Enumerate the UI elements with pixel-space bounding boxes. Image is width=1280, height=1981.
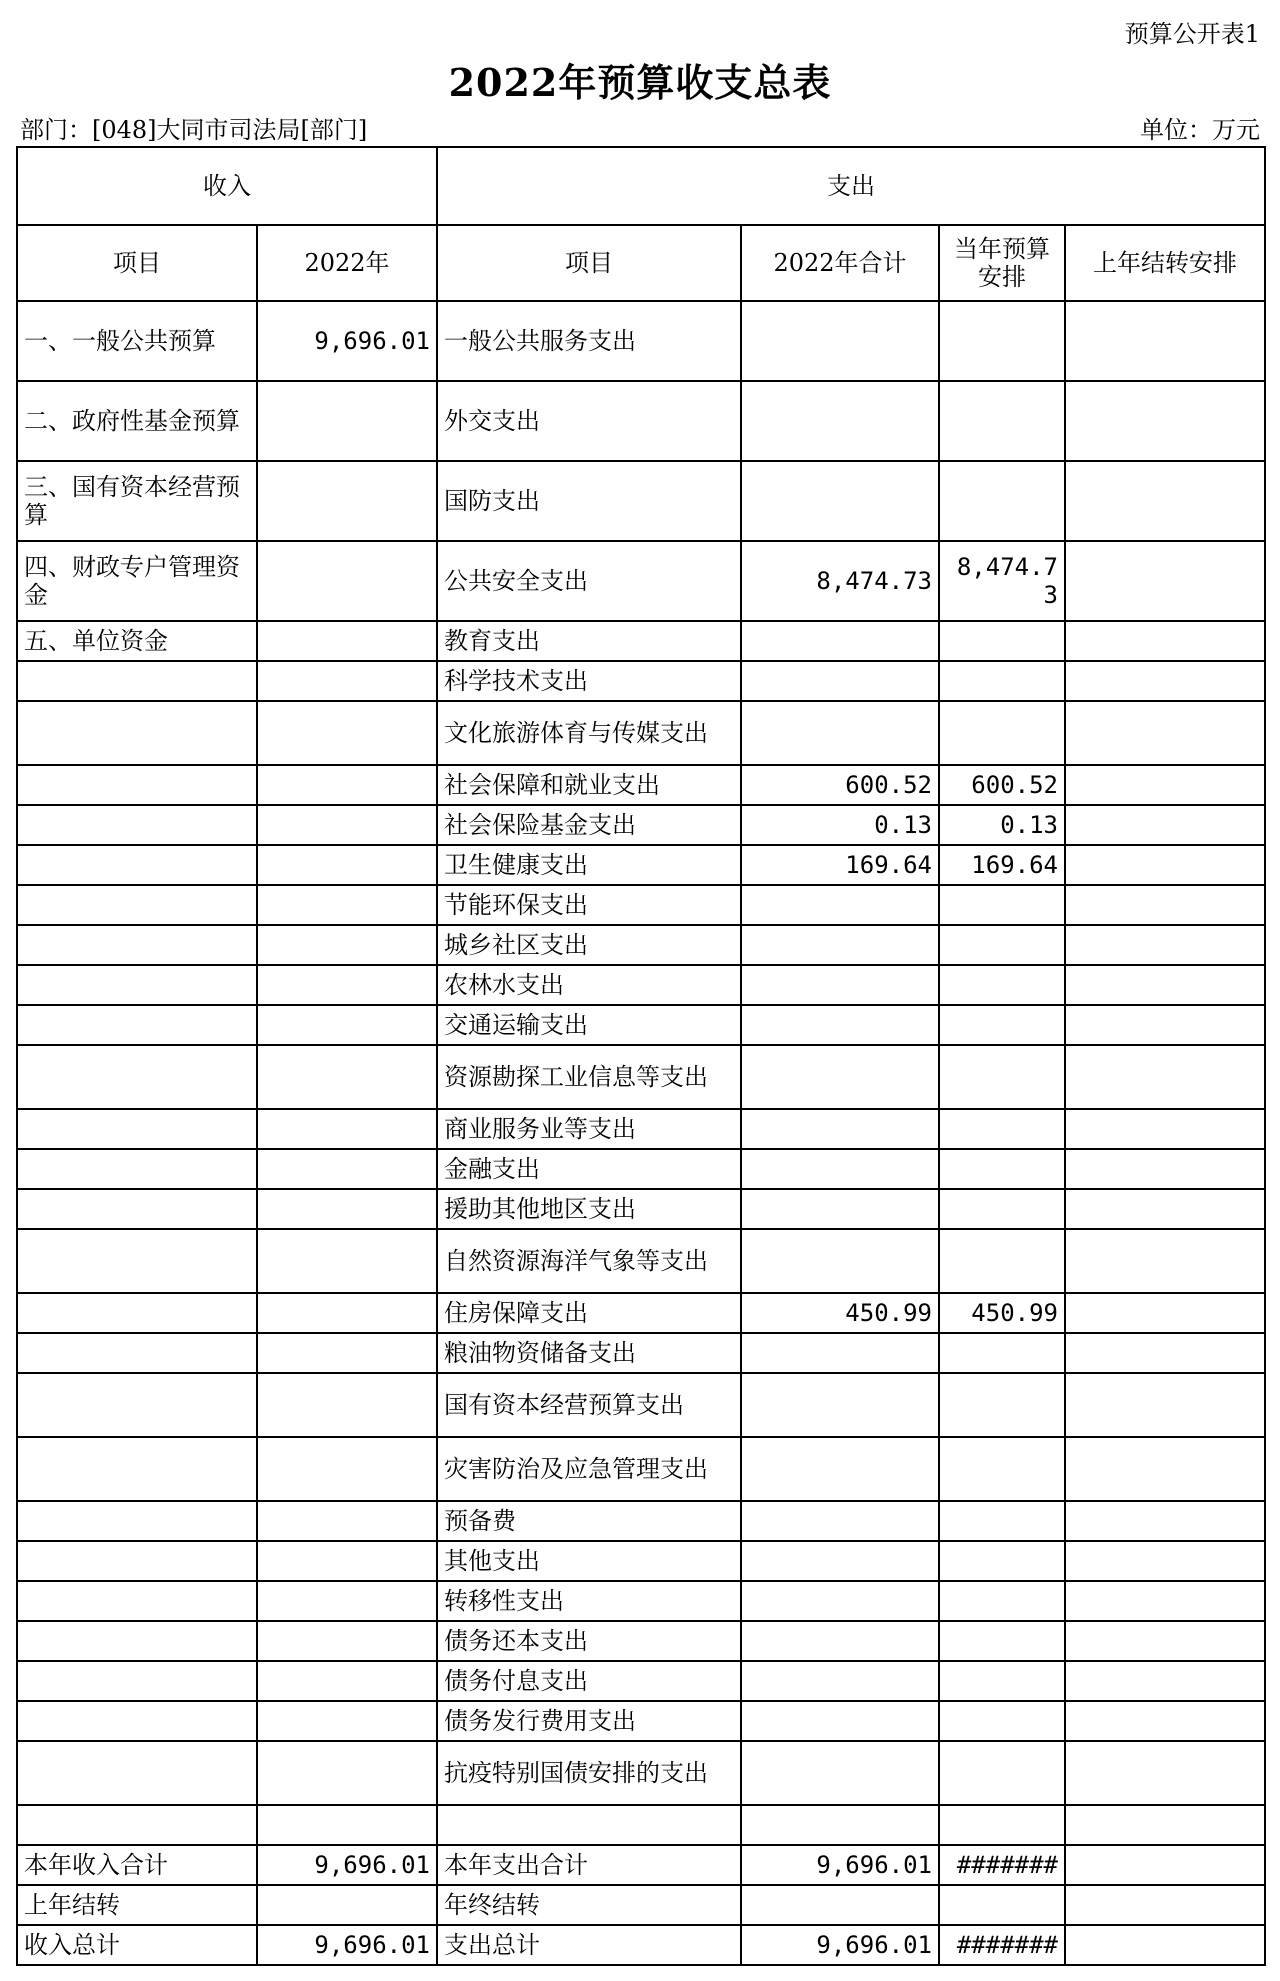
expense-current-cell	[939, 1701, 1065, 1741]
expense-item-cell: 文化旅游体育与传媒支出	[437, 701, 741, 765]
expense-total-cell	[741, 1501, 939, 1541]
expense-total-cell: 8,474.73	[741, 541, 939, 621]
income-value-cell	[257, 1333, 437, 1373]
income-item-cell	[17, 925, 257, 965]
expense-carry-cell	[1065, 1229, 1265, 1293]
income-value-cell	[257, 1885, 437, 1925]
income-item-cell	[17, 701, 257, 765]
expense-item-cell: 住房保障支出	[437, 1293, 741, 1333]
expense-current-cell	[939, 381, 1065, 461]
table-row	[17, 461, 1265, 541]
income-item-cell	[17, 1501, 257, 1541]
expense-item-cell: 本年支出合计	[437, 1845, 741, 1885]
expense-item-cell: 支出总计	[437, 1925, 741, 1965]
expense-total-cell	[741, 1189, 939, 1229]
income-value-cell	[257, 1229, 437, 1293]
expense-item-cell: 节能环保支出	[437, 885, 741, 925]
income-value-cell	[257, 1541, 437, 1581]
income-item-cell	[17, 1661, 257, 1701]
expense-item-cell: 其他支出	[437, 1541, 741, 1581]
expense-item-cell: 外交支出	[437, 381, 741, 461]
table-row	[17, 805, 1265, 845]
expense-total-cell	[741, 1541, 939, 1581]
expense-carry-cell	[1065, 1293, 1265, 1333]
expense-total-cell	[741, 885, 939, 925]
expense-total-cell: 450.99	[741, 1293, 939, 1333]
income-value-cell	[257, 701, 437, 765]
expense-current-cell	[939, 621, 1065, 661]
expense-current-cell	[939, 1621, 1065, 1661]
expense-total-cell	[741, 621, 939, 661]
income-item-cell	[17, 1805, 257, 1845]
expense-item-cell: 预备费	[437, 1501, 741, 1541]
table-row	[17, 1373, 1265, 1437]
expense-item-cell: 债务发行费用支出	[437, 1701, 741, 1741]
table-row	[17, 1045, 1265, 1109]
expense-current-cell	[939, 1805, 1065, 1845]
table-row	[17, 845, 1265, 885]
income-value-cell	[257, 381, 437, 461]
expense-total-cell	[741, 1621, 939, 1661]
income-value-cell	[257, 1661, 437, 1701]
expense-carry-cell	[1065, 845, 1265, 885]
expense-current-cell: 169.64	[939, 845, 1065, 885]
expense-current-cell: 0.13	[939, 805, 1065, 845]
expense-carry-cell	[1065, 461, 1265, 541]
income-item-cell: 上年结转	[17, 1885, 257, 1925]
expense-total-cell: 9,696.01	[741, 1845, 939, 1885]
expense-total-cell	[741, 701, 939, 765]
income-item-cell: 五、单位资金	[17, 621, 257, 661]
col-header-carry: 上年结转安排	[1065, 225, 1265, 301]
income-value-cell	[257, 1501, 437, 1541]
col-header-income-item: 项目	[17, 225, 257, 301]
income-item-cell	[17, 1149, 257, 1189]
expense-item-cell: 农林水支出	[437, 965, 741, 1005]
income-value-cell	[257, 1621, 437, 1661]
expense-total-cell	[741, 1373, 939, 1437]
table-row	[17, 621, 1265, 661]
expense-carry-cell	[1065, 925, 1265, 965]
expense-carry-cell	[1065, 541, 1265, 621]
income-section-header: 收入	[17, 147, 437, 225]
income-item-cell	[17, 661, 257, 701]
income-item-cell	[17, 1045, 257, 1109]
income-item-cell	[17, 885, 257, 925]
expense-carry-cell	[1065, 1373, 1265, 1437]
expense-total-cell	[741, 1661, 939, 1701]
expense-item-cell: 社会保障和就业支出	[437, 765, 741, 805]
budget-summary-table	[16, 146, 1266, 1966]
table-row	[17, 885, 1265, 925]
col-header-expense-item: 项目	[437, 225, 741, 301]
income-value-cell	[257, 1189, 437, 1229]
table-row	[17, 1333, 1265, 1373]
expense-carry-cell	[1065, 661, 1265, 701]
expense-item-cell: 援助其他地区支出	[437, 1189, 741, 1229]
expense-item-cell: 粮油物资储备支出	[437, 1333, 741, 1373]
expense-current-cell	[939, 1109, 1065, 1149]
income-value-cell	[257, 1581, 437, 1621]
income-value-cell	[257, 1045, 437, 1109]
expense-carry-cell	[1065, 1501, 1265, 1541]
income-value-cell	[257, 541, 437, 621]
expense-current-cell: 8,474.73	[939, 541, 1065, 621]
expense-current-cell: #######	[939, 1845, 1065, 1885]
expense-current-cell	[939, 1581, 1065, 1621]
income-item-cell	[17, 1005, 257, 1045]
income-value-cell	[257, 845, 437, 885]
expense-current-cell	[939, 1005, 1065, 1045]
table-row	[17, 1229, 1265, 1293]
col-header-total: 2022年合计	[741, 225, 939, 301]
header-row-sections	[17, 147, 1265, 225]
form-number: 预算公开表1	[1124, 20, 1260, 48]
expense-item-cell: 商业服务业等支出	[437, 1109, 741, 1149]
expense-carry-cell	[1065, 621, 1265, 661]
expense-carry-cell	[1065, 301, 1265, 381]
expense-carry-cell	[1065, 765, 1265, 805]
income-item-cell	[17, 1541, 257, 1581]
income-item-cell: 三、国有资本经营预算	[17, 461, 257, 541]
expense-current-cell	[939, 925, 1065, 965]
income-item-cell	[17, 1621, 257, 1661]
income-item-cell: 收入总计	[17, 1925, 257, 1965]
income-item-cell: 一、一般公共预算	[17, 301, 257, 381]
expense-total-cell	[741, 1229, 939, 1293]
expense-current-cell	[939, 1885, 1065, 1925]
expense-carry-cell	[1065, 805, 1265, 845]
expense-carry-cell	[1065, 1581, 1265, 1621]
expense-current-cell	[939, 1045, 1065, 1109]
income-value-cell	[257, 1701, 437, 1741]
expense-current-cell	[939, 1229, 1065, 1293]
expense-carry-cell	[1065, 1541, 1265, 1581]
expense-current-cell	[939, 1741, 1065, 1805]
income-value-cell	[257, 805, 437, 845]
expense-total-cell	[741, 461, 939, 541]
expense-total-cell	[741, 1701, 939, 1741]
income-item-cell	[17, 1189, 257, 1229]
expense-section-header: 支出	[437, 147, 1265, 225]
expense-item-cell: 一般公共服务支出	[437, 301, 741, 381]
income-item-cell	[17, 1581, 257, 1621]
expense-item-cell: 社会保险基金支出	[437, 805, 741, 845]
unit-label: 单位：万元	[1140, 116, 1260, 144]
table-row	[17, 1621, 1265, 1661]
table-row	[17, 1005, 1265, 1045]
expense-total-cell	[741, 661, 939, 701]
table-row	[17, 1581, 1265, 1621]
expense-current-cell: 450.99	[939, 1293, 1065, 1333]
expense-carry-cell	[1065, 1045, 1265, 1109]
expense-current-cell	[939, 885, 1065, 925]
table-row	[17, 925, 1265, 965]
expense-carry-cell	[1065, 1621, 1265, 1661]
expense-current-cell	[939, 461, 1065, 541]
income-item-cell	[17, 1701, 257, 1741]
table-row	[17, 1885, 1265, 1925]
income-item-cell	[17, 965, 257, 1005]
expense-item-cell: 公共安全支出	[437, 541, 741, 621]
expense-item-cell: 金融支出	[437, 1149, 741, 1189]
table-row	[17, 965, 1265, 1005]
expense-current-cell	[939, 965, 1065, 1005]
expense-current-cell	[939, 1437, 1065, 1501]
department-label: 部门：[048]大同市司法局[部门]	[20, 116, 368, 144]
table-row	[17, 1293, 1265, 1333]
expense-current-cell	[939, 1149, 1065, 1189]
expense-carry-cell	[1065, 1005, 1265, 1045]
header-row-columns	[17, 225, 1265, 301]
expense-carry-cell	[1065, 1189, 1265, 1229]
expense-current-cell: #######	[939, 1925, 1065, 1965]
expense-carry-cell	[1065, 1701, 1265, 1741]
expense-carry-cell	[1065, 1333, 1265, 1373]
expense-carry-cell	[1065, 1805, 1265, 1845]
income-value-cell: 9,696.01	[257, 301, 437, 381]
col-header-current: 当年预算安排	[939, 225, 1065, 301]
table-row	[17, 1189, 1265, 1229]
table-row	[17, 1109, 1265, 1149]
table-row	[17, 1149, 1265, 1189]
income-item-cell	[17, 1333, 257, 1373]
expense-total-cell	[741, 1885, 939, 1925]
expense-current-cell	[939, 1661, 1065, 1701]
expense-carry-cell	[1065, 1885, 1265, 1925]
expense-item-cell: 国防支出	[437, 461, 741, 541]
income-value-cell	[257, 1805, 437, 1845]
expense-total-cell: 0.13	[741, 805, 939, 845]
expense-total-cell: 9,696.01	[741, 1925, 939, 1965]
expense-carry-cell	[1065, 885, 1265, 925]
expense-total-cell: 169.64	[741, 845, 939, 885]
expense-current-cell	[939, 1501, 1065, 1541]
expense-total-cell	[741, 1045, 939, 1109]
income-value-cell	[257, 765, 437, 805]
income-item-cell	[17, 845, 257, 885]
expense-item-cell: 国有资本经营预算支出	[437, 1373, 741, 1437]
income-value-cell	[257, 1005, 437, 1045]
expense-item-cell: 城乡社区支出	[437, 925, 741, 965]
expense-total-cell: 600.52	[741, 765, 939, 805]
expense-item-cell: 自然资源海洋气象等支出	[437, 1229, 741, 1293]
expense-item-cell: 抗疫特别国债安排的支出	[437, 1741, 741, 1805]
col-header-income-year: 2022年	[257, 225, 437, 301]
expense-carry-cell	[1065, 1149, 1265, 1189]
income-value-cell	[257, 925, 437, 965]
income-value-cell: 9,696.01	[257, 1925, 437, 1965]
page-title: 2022年预算收支总表	[448, 60, 832, 105]
expense-total-cell	[741, 1333, 939, 1373]
income-item-cell	[17, 1437, 257, 1501]
table-row	[17, 1437, 1265, 1501]
expense-total-cell	[741, 1805, 939, 1845]
expense-carry-cell	[1065, 701, 1265, 765]
table-row	[17, 1741, 1265, 1805]
expense-item-cell: 交通运输支出	[437, 1005, 741, 1045]
expense-carry-cell	[1065, 1437, 1265, 1501]
expense-total-cell	[741, 965, 939, 1005]
expense-total-cell	[741, 1109, 939, 1149]
income-value-cell	[257, 661, 437, 701]
table-row	[17, 381, 1265, 461]
expense-carry-cell	[1065, 1925, 1265, 1965]
table-row	[17, 765, 1265, 805]
income-value-cell	[257, 1373, 437, 1437]
income-item-cell	[17, 805, 257, 845]
income-value-cell	[257, 1293, 437, 1333]
table-row	[17, 1501, 1265, 1541]
expense-total-cell	[741, 1149, 939, 1189]
expense-carry-cell	[1065, 381, 1265, 461]
expense-item-cell: 年终结转	[437, 1885, 741, 1925]
expense-carry-cell	[1065, 1109, 1265, 1149]
income-item-cell	[17, 1741, 257, 1805]
income-value-cell	[257, 885, 437, 925]
income-item-cell: 本年收入合计	[17, 1845, 257, 1885]
expense-item-cell: 卫生健康支出	[437, 845, 741, 885]
table-row	[17, 701, 1265, 765]
table-row	[17, 1805, 1265, 1845]
income-item-cell	[17, 1109, 257, 1149]
income-value-cell	[257, 1437, 437, 1501]
expense-total-cell	[741, 1005, 939, 1045]
expense-current-cell	[939, 1541, 1065, 1581]
table-row	[17, 541, 1265, 621]
income-value-cell	[257, 621, 437, 661]
income-value-cell	[257, 1149, 437, 1189]
table-row	[17, 1701, 1265, 1741]
table-row	[17, 661, 1265, 701]
income-item-cell: 四、财政专户管理资金	[17, 541, 257, 621]
income-item-cell	[17, 1229, 257, 1293]
expense-item-cell: 教育支出	[437, 621, 741, 661]
table-row	[17, 1845, 1265, 1885]
table-row	[17, 1661, 1265, 1701]
table-row	[17, 301, 1265, 381]
table-row	[17, 1925, 1265, 1965]
expense-carry-cell	[1065, 965, 1265, 1005]
expense-item-cell: 转移性支出	[437, 1581, 741, 1621]
expense-item-cell: 资源勘探工业信息等支出	[437, 1045, 741, 1109]
table-row	[17, 1541, 1265, 1581]
income-value-cell	[257, 1109, 437, 1149]
expense-current-cell	[939, 701, 1065, 765]
income-item-cell	[17, 765, 257, 805]
expense-total-cell	[741, 301, 939, 381]
expense-item-cell: 灾害防治及应急管理支出	[437, 1437, 741, 1501]
expense-total-cell	[741, 1581, 939, 1621]
expense-carry-cell	[1065, 1845, 1265, 1885]
expense-total-cell	[741, 1437, 939, 1501]
expense-item-cell	[437, 1805, 741, 1845]
expense-current-cell: 600.52	[939, 765, 1065, 805]
expense-total-cell	[741, 925, 939, 965]
expense-total-cell	[741, 1741, 939, 1805]
expense-item-cell: 债务付息支出	[437, 1661, 741, 1701]
expense-current-cell	[939, 1333, 1065, 1373]
income-item-cell: 二、政府性基金预算	[17, 381, 257, 461]
income-value-cell: 9,696.01	[257, 1845, 437, 1885]
expense-current-cell	[939, 661, 1065, 701]
income-item-cell	[17, 1293, 257, 1333]
expense-total-cell	[741, 381, 939, 461]
expense-item-cell: 科学技术支出	[437, 661, 741, 701]
income-value-cell	[257, 1741, 437, 1805]
income-item-cell	[17, 1373, 257, 1437]
income-value-cell	[257, 461, 437, 541]
expense-carry-cell	[1065, 1741, 1265, 1805]
expense-current-cell	[939, 1373, 1065, 1437]
expense-current-cell	[939, 1189, 1065, 1229]
expense-carry-cell	[1065, 1661, 1265, 1701]
income-value-cell	[257, 965, 437, 1005]
expense-current-cell	[939, 301, 1065, 381]
expense-item-cell: 债务还本支出	[437, 1621, 741, 1661]
